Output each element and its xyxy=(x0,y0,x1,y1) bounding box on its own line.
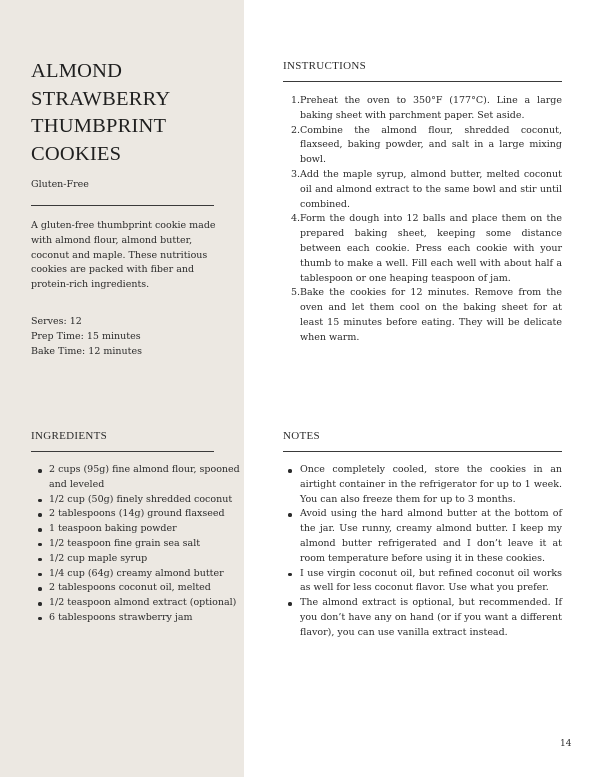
ingredient-item: 1/2 cup (50g) finely shredded coconut xyxy=(49,493,244,508)
recipe-meta xyxy=(31,315,221,359)
instruction-step xyxy=(283,286,562,345)
note-item: I use virgin coconut oil, but refined coconut oil works as well for less coconut flavor. Use what you prefer. xyxy=(283,567,562,597)
ingredient-item: 2 tablespoons coconut oil, melted xyxy=(49,581,244,596)
prep-time-text: Prep Time: 15 minutes xyxy=(31,330,141,342)
notes-list xyxy=(283,463,562,641)
ingredient-item: 1/2 teaspoon almond extract (optional) xyxy=(49,596,244,611)
instruction-step xyxy=(283,212,562,286)
title-line: STRAWBERRY xyxy=(31,87,171,110)
divider xyxy=(31,205,214,206)
bake-time-text: Bake Time: 12 minutes xyxy=(31,345,142,357)
note-item: Avoid using the hard almond butter at the bottom of the jar. Use runny, creamy almond butter. I keep my almond butter refrigerated and I don’t leave it at room temperature before using it in these cookies. xyxy=(283,507,562,566)
recipe-title xyxy=(31,58,231,168)
ingredient-item: 1/2 cup maple syrup xyxy=(49,552,244,567)
ingredient-item: 1/4 cup (64g) creamy almond butter xyxy=(49,567,244,582)
serves-text: Serves: 12 xyxy=(31,316,82,327)
ingredients-list xyxy=(31,463,244,626)
title-line: ALMOND xyxy=(31,60,123,82)
divider xyxy=(283,451,562,452)
divider xyxy=(283,81,562,82)
step-number: 2. xyxy=(291,124,301,136)
page-number: 14 xyxy=(560,739,572,749)
step-number: 1. xyxy=(291,95,301,106)
instructions-list xyxy=(283,94,562,346)
step-text: Preheat the oven to 350°F (177°C). Line a large baking sheet with parchment paper. Set aside. xyxy=(300,95,562,121)
ingredient-item: 6 tablespoons strawberry jam xyxy=(49,611,244,626)
step-number: 5. xyxy=(291,287,301,299)
title-line: THUMBPRINT xyxy=(31,115,167,137)
step-text: Form the dough into 12 balls and place them on the prepared baking sheet, keeping some distance between each cookie. Press each cookie with your thumb to make a well. Fill each well with about half a tablespoon or one heaping teaspoon of jam. xyxy=(300,213,562,284)
ingredient-item: 1/2 teaspoon fine grain sea salt xyxy=(49,537,244,552)
instruction-step xyxy=(283,168,562,212)
ingredients-heading: INGREDIENTS xyxy=(31,430,108,442)
instruction-step xyxy=(283,94,562,124)
title-line: COOKIES xyxy=(31,142,122,165)
ingredient-item: 2 cups (95g) fine almond flour, spooned and leveled xyxy=(49,463,244,493)
step-text: Add the maple syrup, almond butter, melted coconut oil and almond extract to the same bowl and stir until combined. xyxy=(300,168,562,210)
step-number: 3. xyxy=(291,168,301,180)
instructions-heading: INSTRUCTIONS xyxy=(283,60,367,72)
note-item: Once completely cooled, store the cookies in an airtight container in the refrigerator for up to 1 week. You can also freeze them for up to 3 months. xyxy=(283,463,562,507)
recipe-description: A gluten-free thumbprint cookie made with almond flour, almond butter, coconut and maple. These nutritious cookies are packed with fiber and protein-rich ingredients. xyxy=(31,220,216,291)
diet-tag: Gluten-Free xyxy=(31,179,89,190)
step-text: Combine the almond flour, shredded coconut, flaxseed, baking powder, and salt in a large mixing bowl. xyxy=(300,124,562,166)
step-number: 4. xyxy=(291,213,301,225)
ingredient-item: 2 tablespoons (14g) ground flaxseed xyxy=(49,507,244,522)
ingredient-item: 1 teaspoon baking powder xyxy=(49,522,244,537)
divider xyxy=(31,451,214,452)
note-item: The almond extract is optional, but recommended. If you don’t have any on hand (or if you want a different flavor), you can use vanilla extract instead. xyxy=(283,596,562,640)
instruction-step xyxy=(283,124,562,168)
notes-heading: NOTES xyxy=(283,430,320,442)
step-text: Bake the cookies for 12 minutes. Remove from the oven and let them cool on the baking sheet for at least 15 minutes before eating. They will be delicate when warm. xyxy=(300,287,562,343)
